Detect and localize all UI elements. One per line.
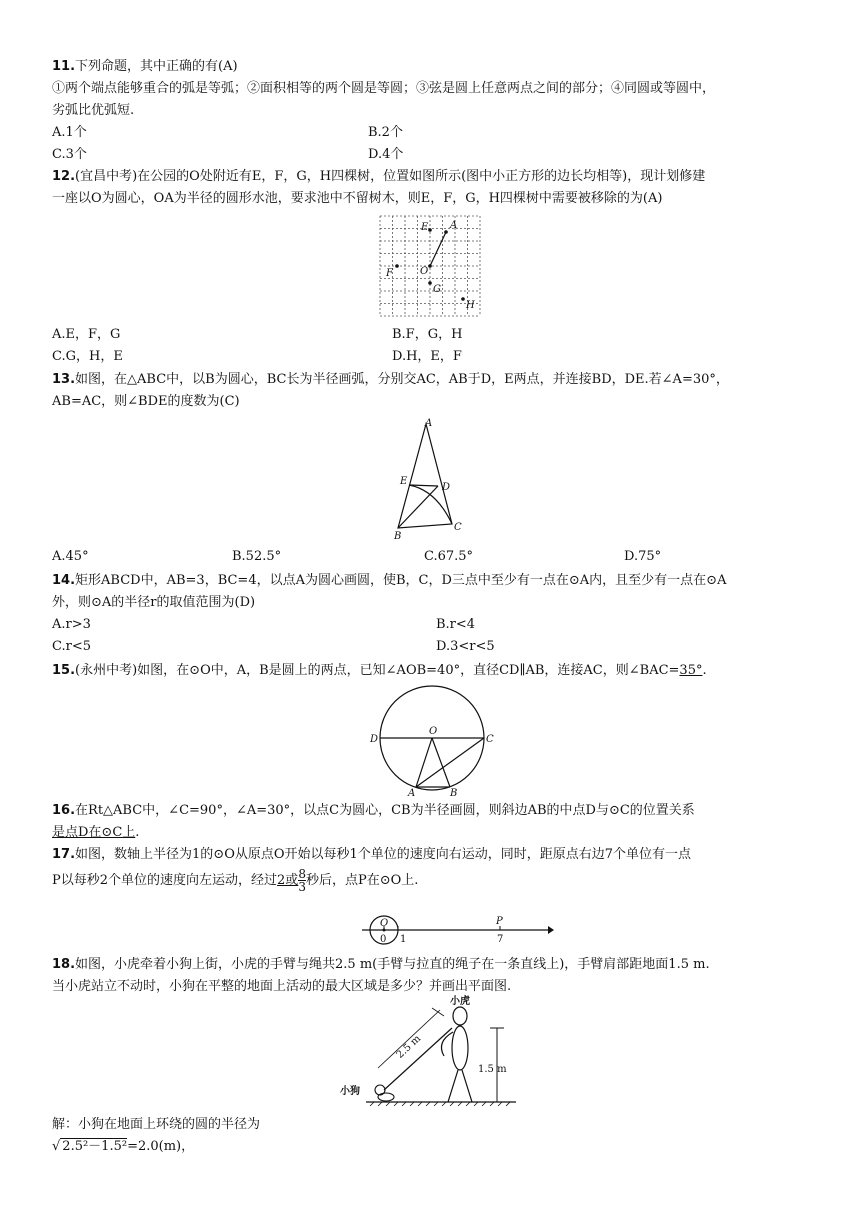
q16-answer-line bbox=[52, 824, 139, 842]
q13-option-b: B.52.5° bbox=[232, 549, 282, 564]
label-d: D bbox=[370, 734, 379, 745]
q11-detail-1: ①两个端点能够重合的弧是等弧；②面积相等的两个圆是等圆；③弦是圆上任意两点之间的部分；④同圆或等圆中， bbox=[52, 81, 716, 96]
segment-oa bbox=[430, 232, 446, 266]
point-g bbox=[428, 281, 432, 285]
q11-detail-2: 劣弧比优弧短. bbox=[52, 103, 135, 118]
label-one: 1 bbox=[400, 934, 407, 945]
label-c: C bbox=[454, 522, 462, 533]
label-b: B bbox=[450, 788, 458, 799]
q13-stem-1 bbox=[52, 371, 729, 389]
label-c: C bbox=[486, 734, 494, 745]
q13-option-d: D.75° bbox=[624, 549, 662, 564]
q12-stem-text: (宜昌中考)在公园的O处附近有E，F，G，H四棵树，位置如图所示(图中小正方形的边长均相等)，现计划修建 bbox=[75, 169, 706, 184]
q12-option-c: C.G，H，E bbox=[52, 349, 123, 364]
label-zero: 0 bbox=[380, 934, 387, 945]
q11-stem bbox=[52, 58, 238, 76]
label-h: H bbox=[466, 300, 475, 311]
point-h bbox=[461, 297, 465, 301]
q18-stem-1 bbox=[52, 956, 710, 974]
q16-stem-1 bbox=[52, 802, 695, 820]
q14-stem-2: 外，则⊙A的半径r的取值范围为(D) bbox=[52, 595, 256, 610]
label-a: A bbox=[425, 418, 433, 429]
q14-stem-text: 矩形ABCD中，AB=3，BC=4，以点A为圆心画圆，使B，C，D三点中至少有一点在⊙A内，且至少有一点在⊙A bbox=[75, 573, 727, 588]
q13-number: 13. bbox=[52, 372, 76, 387]
q13-stem-text: 如图，在△ABC中，以B为圆心，BC长为半径画弧，分别交AC，AB于D，E两点，并连接BD，DE.若∠A=30°， bbox=[75, 372, 729, 387]
q12-stem-1 bbox=[52, 168, 705, 186]
sqrt-sign: √ bbox=[52, 1139, 61, 1154]
q15-number: 15. bbox=[52, 663, 76, 678]
q13-option-a: A.45° bbox=[52, 549, 89, 564]
q14-option-b: B.r<4 bbox=[436, 617, 476, 632]
q12-grid-figure bbox=[380, 216, 480, 316]
q18-solution-2 bbox=[52, 1138, 194, 1156]
label-dog: 小狗 bbox=[340, 1086, 360, 1097]
q17-fraction-denominator: 3 bbox=[298, 880, 306, 894]
label-height: 1.5 m bbox=[478, 1064, 507, 1075]
label-o: O bbox=[429, 726, 438, 737]
q13-option-c: C.67.5° bbox=[424, 549, 474, 564]
label-g: G bbox=[433, 284, 441, 295]
q12-option-b: B.F，G，H bbox=[392, 327, 463, 342]
point-o bbox=[428, 264, 432, 268]
q12-option-a: A.E，F，G bbox=[52, 327, 121, 342]
q16-answer: 是点D在⊙C上 bbox=[52, 825, 136, 840]
q16-number: 16. bbox=[52, 803, 76, 818]
q11-option-a: A.1个 bbox=[52, 125, 87, 140]
q12-option-d: D.H，E，F bbox=[392, 349, 462, 364]
q14-number: 14. bbox=[52, 573, 76, 588]
q17-stem-2 bbox=[52, 866, 418, 896]
point-e bbox=[428, 228, 432, 232]
q17-number-line-figure bbox=[362, 912, 552, 948]
q15-circle-figure bbox=[370, 682, 494, 799]
segment-ac bbox=[416, 738, 484, 787]
dog-body bbox=[378, 1093, 394, 1101]
q13-triangle-figure bbox=[392, 418, 472, 540]
q16-stem-text: 在Rt△ABC中，∠C=90°，∠A=30°，以点C为圆心，CB为半径画圆，则斜边AB的中点D与⊙C的位置关系 bbox=[75, 803, 695, 818]
q14-option-a: A.r>3 bbox=[52, 617, 91, 632]
label-tiger: 小虎 bbox=[450, 996, 470, 1007]
label-d: D bbox=[442, 482, 451, 493]
q18-stem-text: 如图，小虎牵着小狗上街，小虎的手臂与绳共2.5 m(手臂与拉直的绳子在一条直线上)，手臂肩部距地面1.5 m. bbox=[75, 957, 710, 972]
label-o: O bbox=[420, 266, 429, 277]
q11-stem-text: 下列命题，其中正确的有(A) bbox=[75, 59, 238, 74]
q11-number: 11. bbox=[52, 59, 76, 74]
q15-answer: 35° bbox=[679, 663, 703, 678]
label-b: B bbox=[394, 531, 402, 542]
q11-option-b: B.2个 bbox=[368, 125, 403, 140]
q15-stem bbox=[52, 662, 707, 680]
q18-tiger-dog-figure bbox=[340, 998, 524, 1110]
label-seven: 7 bbox=[497, 934, 504, 945]
q17-number: 17. bbox=[52, 847, 76, 862]
segment-ob bbox=[432, 738, 450, 787]
q17-stem-part-b: 秒后，点P在⊙O上. bbox=[305, 873, 419, 888]
q17-fraction-numerator: 8 bbox=[298, 867, 306, 881]
tiger-head bbox=[453, 1007, 467, 1025]
sqrt-radicand: 2.5²－1.5² bbox=[62, 1139, 128, 1154]
q15-stem-text: (永州中考)如图，在⊙O中，A，B是圆上的两点，已知∠AOB=40°，直径CD∥AB，连接AC，则∠BAC= bbox=[75, 663, 680, 678]
label-f: F bbox=[386, 268, 393, 279]
q11-option-d: D.4个 bbox=[368, 147, 404, 162]
axis-arrow bbox=[548, 926, 554, 934]
q16-period: . bbox=[135, 825, 140, 840]
label-a: A bbox=[408, 788, 416, 799]
q17-answer bbox=[277, 867, 306, 894]
q13-stem-2: AB=AC，则∠BDE的度数为(C) bbox=[52, 394, 240, 409]
label-a: A bbox=[450, 220, 458, 231]
q17-answer-fraction bbox=[298, 868, 306, 893]
point-a bbox=[444, 230, 448, 234]
label-e: E bbox=[400, 476, 408, 487]
q17-stem-part-a: P以每秒2个单位的速度向左运动，经过 bbox=[52, 873, 278, 888]
point-f bbox=[395, 264, 399, 268]
q18-stem-2: 当小虎站立不动时，小狗在平整的地面上活动的最大区域是多少？并画出平面图. bbox=[52, 979, 512, 994]
q14-option-d: D.3<r<5 bbox=[436, 639, 495, 654]
label-o: O bbox=[380, 918, 389, 929]
q17-stem-1 bbox=[52, 846, 691, 864]
q18-number: 18. bbox=[52, 957, 76, 972]
q14-stem-1 bbox=[52, 572, 726, 590]
label-p: P bbox=[496, 916, 503, 927]
q11-option-c: C.3个 bbox=[52, 147, 87, 162]
q15-period: . bbox=[702, 663, 707, 678]
q12-number: 12. bbox=[52, 169, 76, 184]
label-e: E bbox=[421, 222, 429, 233]
q17-answer-int: 2或 bbox=[277, 873, 299, 888]
q12-stem-2: 一座以O为圆心，OA为半径的圆形水池，要求池中不留树木，则E，F，G，H四棵树中需要被移除的为(A) bbox=[52, 191, 663, 206]
label-rope-length: 2.5 m bbox=[394, 1033, 424, 1061]
tiger-left-leg bbox=[448, 1070, 458, 1102]
q18-solution-1: 解：小狗在地面上环绕的圆的半径为 bbox=[52, 1117, 261, 1132]
q14-option-c: C.r<5 bbox=[52, 639, 91, 654]
tiger-right-leg bbox=[462, 1070, 472, 1102]
solution-result: =2.0(m)， bbox=[127, 1139, 195, 1154]
tiger-body bbox=[452, 1026, 468, 1070]
q17-stem-text: 如图，数轴上半径为1的⊙O从原点O开始以每秒1个单位的速度向右运动，同时，距原点右边7个单位有一点 bbox=[75, 847, 692, 862]
segment-oa bbox=[416, 738, 432, 787]
